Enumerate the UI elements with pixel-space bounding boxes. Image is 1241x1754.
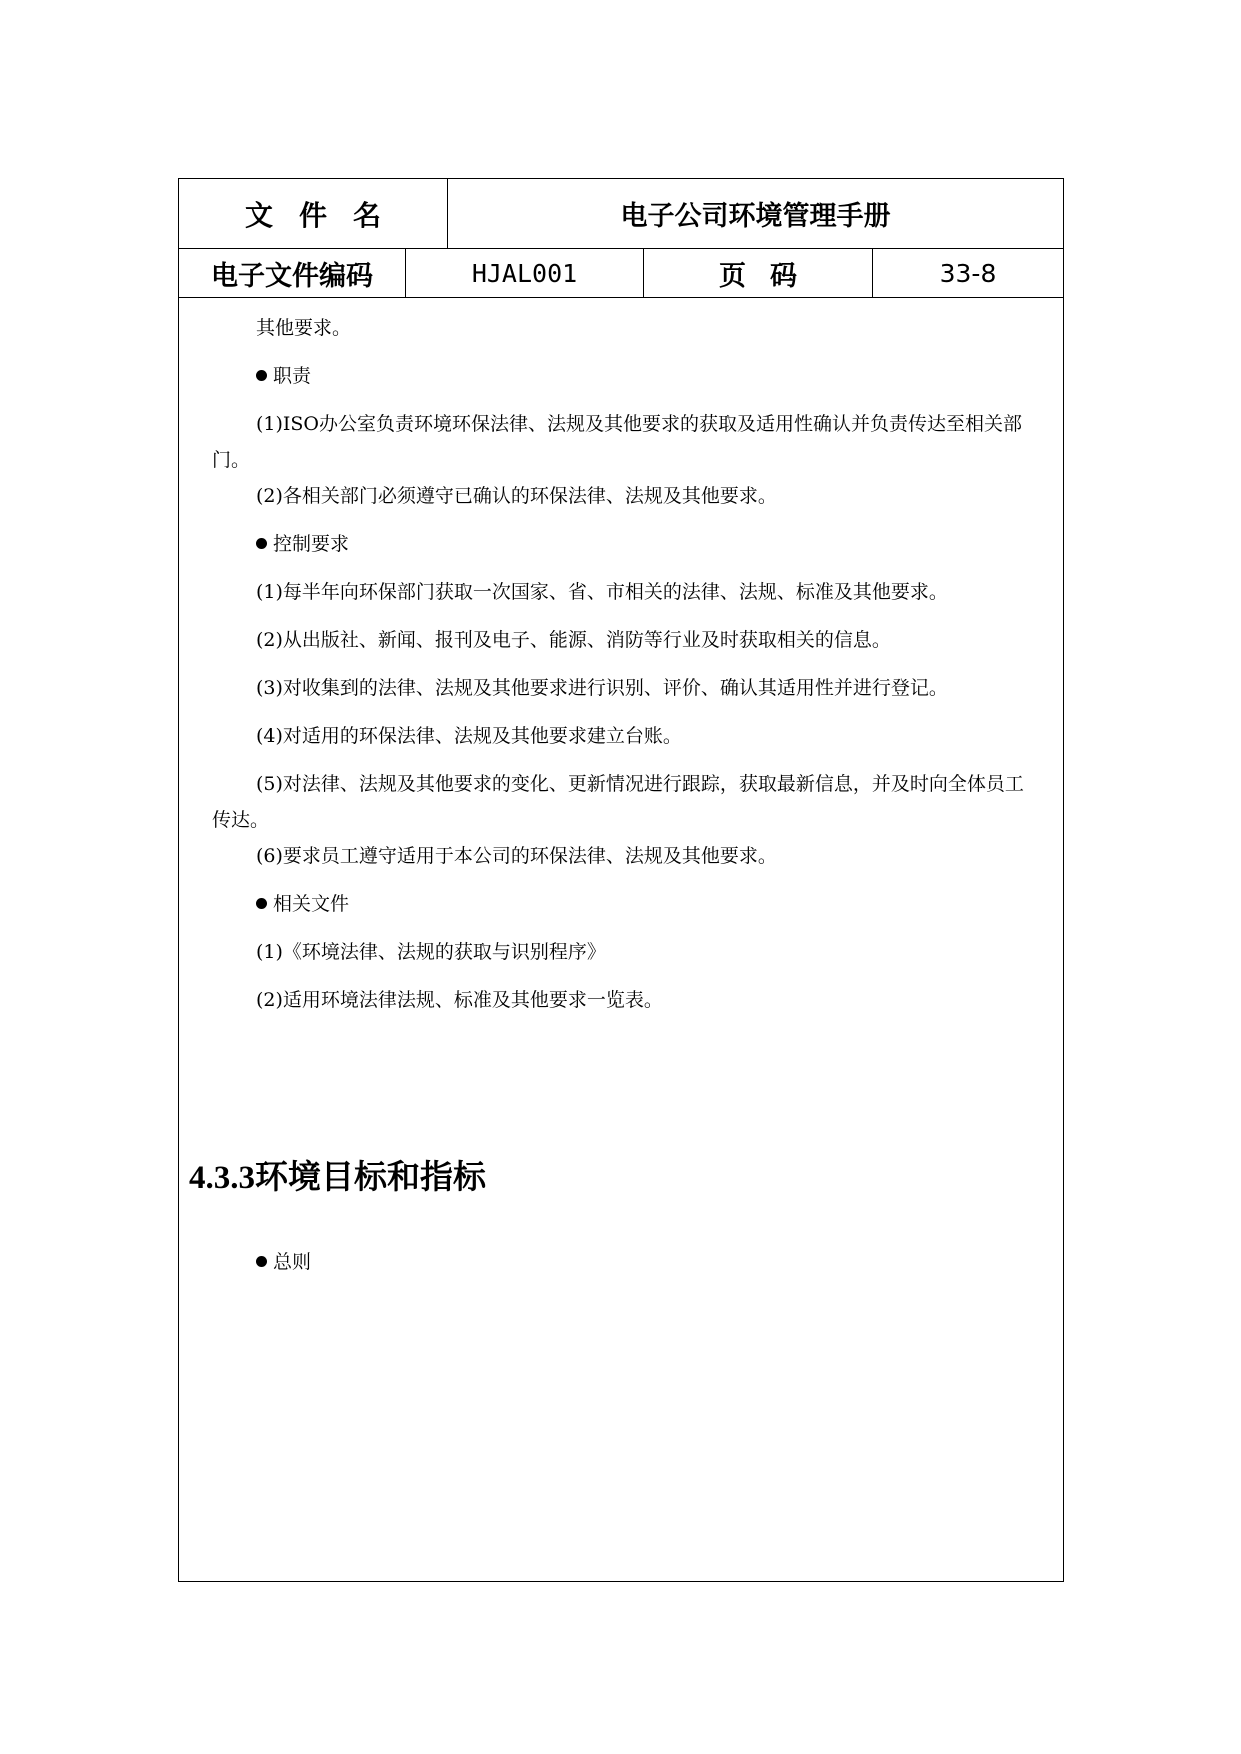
document-body xyxy=(179,298,1063,1581)
paragraph: (2)各相关部门必须遵守已确认的环保法律、法规及其他要求。 xyxy=(256,485,777,507)
code-value: HJAL001 xyxy=(405,249,643,297)
header-row-title xyxy=(179,179,1063,249)
bullet-icon xyxy=(256,1256,267,1267)
bullet-icon xyxy=(256,538,267,549)
bullet-heading xyxy=(256,886,1036,922)
doc-title: 电子公司环境管理手册 xyxy=(447,179,1063,248)
bullet-text: 控制要求 xyxy=(273,533,350,555)
page-value: 33-8 xyxy=(872,249,1063,297)
page-label: 页码 xyxy=(643,249,872,297)
paragraph: (4)对适用的环保法律、法规及其他要求建立台账。 xyxy=(256,725,682,747)
paragraph: (5)对法律、法规及其他要求的变化、更新情况进行跟踪，获取最新信息，并及时向全体员工传达。 xyxy=(212,773,1024,831)
code-label: 电子文件编码 xyxy=(211,260,373,292)
paragraph: (1)ISO办公室负责环境环保法律、法规及其他要求的获取及适用性确认并负责传达至相关部门。 xyxy=(212,413,1023,471)
bullet-text: 总则 xyxy=(273,1251,312,1273)
bullet-text: 职责 xyxy=(273,365,312,387)
bullet-heading xyxy=(256,526,1036,562)
bullet-text: 相关文件 xyxy=(273,893,350,915)
bullet-icon xyxy=(256,898,267,909)
bullet-heading xyxy=(256,358,1036,394)
paragraph: 其他要求。 xyxy=(256,317,352,339)
bullet-heading xyxy=(256,1244,1036,1280)
paragraph: (6)要求员工遵守适用于本公司的环保法律、法规及其他要求。 xyxy=(256,845,777,867)
paragraph: (3)对收集到的法律、法规及其他要求进行识别、评价、确认其适用性并进行登记。 xyxy=(256,677,948,699)
paragraph: (1)《环境法律、法规的获取与识别程序》 xyxy=(256,941,606,963)
doc-name-label: 文件名 xyxy=(244,198,407,232)
document-frame xyxy=(178,178,1064,1582)
header-row-code xyxy=(179,249,1063,298)
paragraph: (2)从出版社、新闻、报刊及电子、能源、消防等行业及时获取相关的信息。 xyxy=(256,629,891,651)
bullet-icon xyxy=(256,370,267,381)
paragraph: (2)适用环境法律法规、标准及其他要求一览表。 xyxy=(256,989,663,1011)
paragraph: (1)每半年向环保部门获取一次国家、省、市相关的法律、法规、标准及其他要求。 xyxy=(256,581,948,603)
section-heading: 4.3.3环境目标和指标 xyxy=(189,1160,486,1196)
